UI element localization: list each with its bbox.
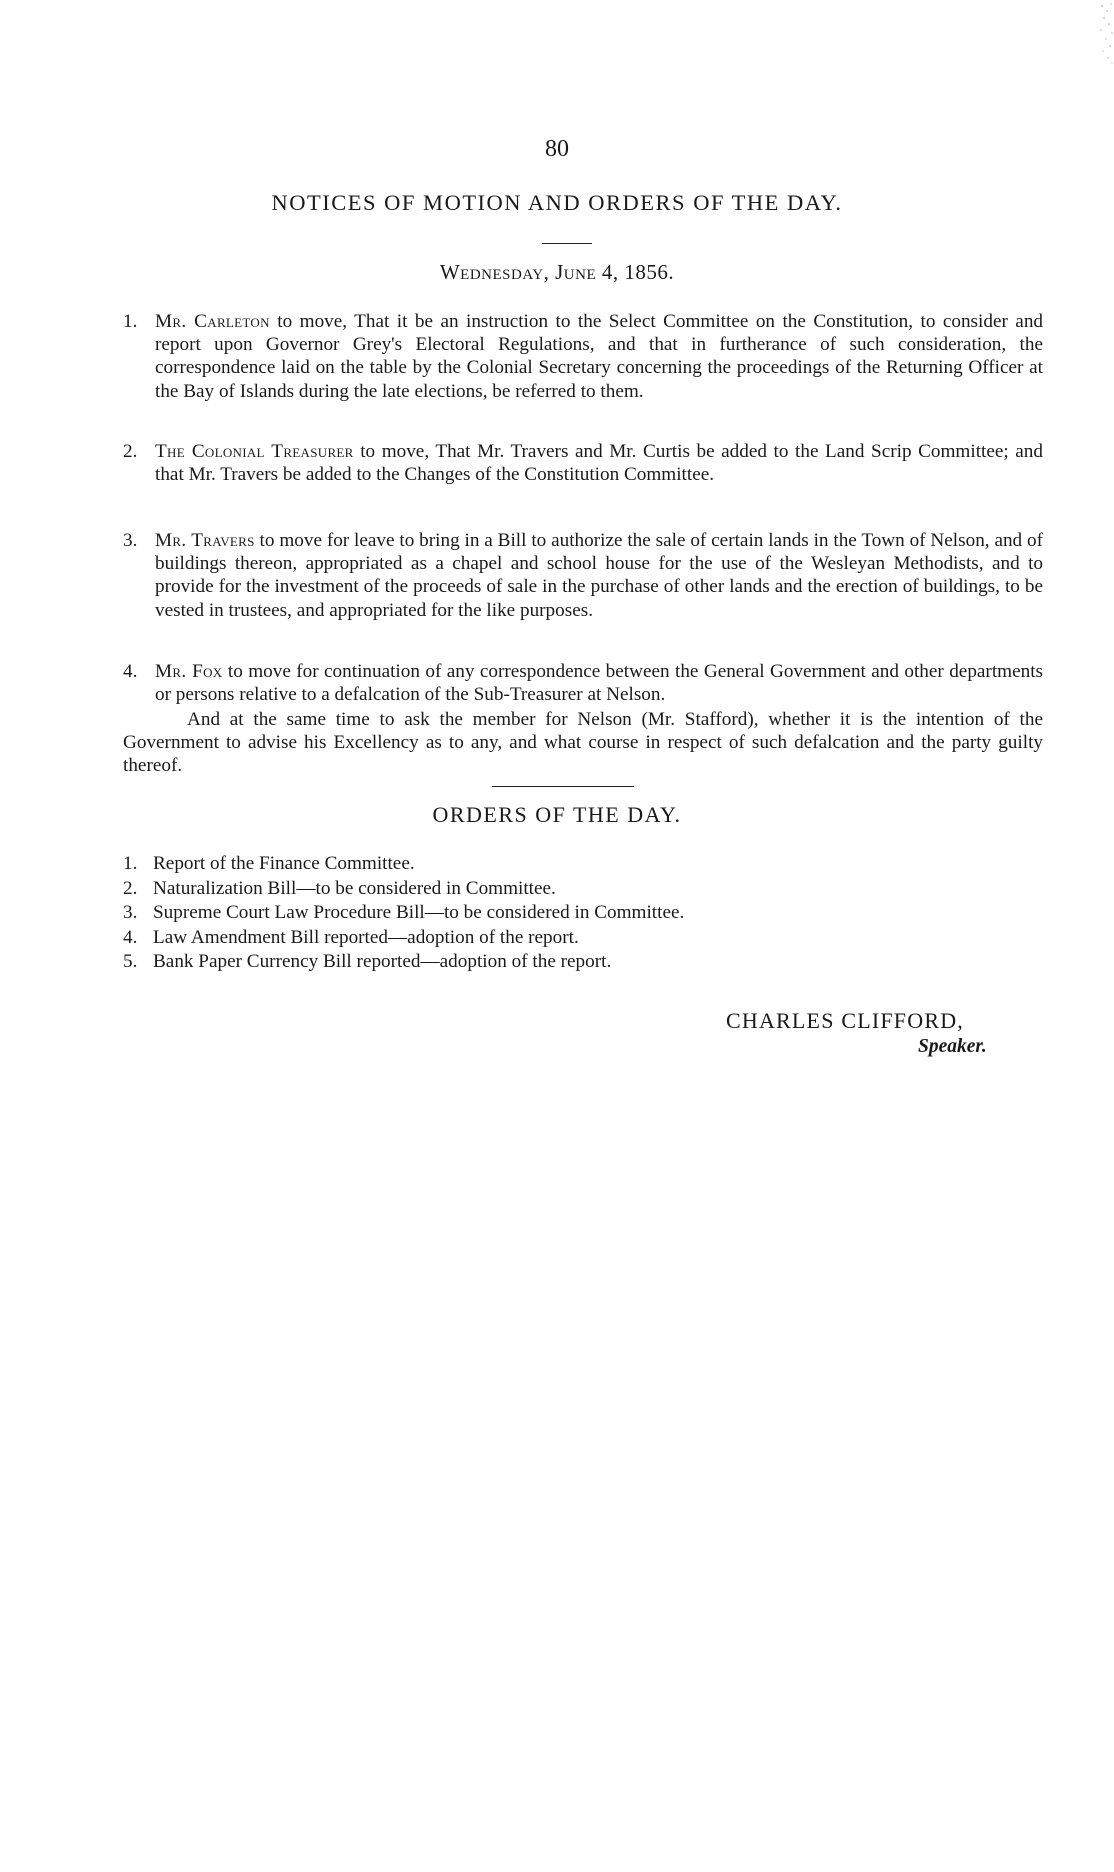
section-divider [492, 786, 634, 787]
order-item [123, 950, 1023, 975]
order-item [123, 852, 1023, 877]
notice-body: to move, That it be an instruction to the Select Committee on the Constitution, to consider and report upon Governor Grey's Electoral Regulations, and that in furtherance of such consideration, the correspondence laid on the table by the Colonial Secretary concerning the proceedings of the Returning Officer at the Bay of Islands during the late elections, be referred to them. [155, 311, 1044, 402]
notice-question: And at the same time to ask the member for Nelson (Mr. Stafford), whether it is the intention of the Government to advise his Excellency as to any, and what course in respect of such defalcation and the party guilty thereof. [123, 709, 1043, 777]
notice-body: to move for leave to bring in a Bill to authorize the sale of certain lands in the Town of Nelson, and of buildings thereon, appropriated as a chapel and school house for the use of the Wesleyan Methodists, and to provide for the investment of the proceeds of sale in the purchase of other lands and the erection of buildings, to be vested in trustees, and appropriated for the like purposes. [155, 530, 1043, 621]
notice-mover: Mr. Carleton [155, 311, 270, 332]
order-number: 1. [123, 853, 138, 874]
notice-mover: The Colonial Treasurer [155, 441, 354, 462]
notice-number: 1. [123, 311, 138, 332]
notice-text [155, 310, 1043, 403]
order-item [123, 877, 1023, 902]
page-number: 80 [545, 136, 569, 162]
sitting-date: Wednesday, June 4, 1856. [439, 260, 675, 284]
order-number: 4. [123, 926, 138, 948]
order-number: 3. [123, 902, 138, 923]
title-divider [542, 243, 592, 244]
notice-item [123, 529, 1043, 622]
notice-item [123, 310, 1043, 403]
order-item [123, 901, 1023, 926]
notice-body: to move for continuation of any correspondence between the General Government and other departments or persons relative to a defalcation of the Sub-Treasurer at Nelson. [155, 661, 1043, 706]
notice-number: 4. [123, 661, 138, 682]
notice-mover: Mr. Travers [155, 530, 255, 551]
orders-title: ORDERS OF THE DAY. [432, 802, 682, 827]
notice-item [123, 660, 1043, 706]
page-edge-speckle [1098, 0, 1114, 70]
notice-text [155, 440, 1043, 486]
order-number: 5. [123, 951, 138, 972]
signatory-name: CHARLES CLIFFORD, [726, 1008, 964, 1033]
order-text: Supreme Court Law Procedure Bill—to be considered in Committee. [153, 902, 685, 923]
orders-of-the-day [123, 852, 1023, 975]
notice-mover: Mr. Fox [155, 661, 223, 682]
signatory-title: Speaker. [918, 1036, 987, 1057]
order-text: Report of the Finance Committee. [153, 853, 415, 874]
notice-text [155, 529, 1043, 622]
order-item [123, 926, 1023, 951]
notice-item [123, 440, 1043, 486]
notice-number: 3. [123, 530, 138, 551]
notice-text [155, 660, 1043, 706]
notice-body: to move, That Mr. Travers and Mr. Curtis be added to the Land Scrip Committee; and that Mr. Travers be added to the Changes of the Constitution Committee. [155, 441, 1043, 486]
order-text: Bank Paper Currency Bill reported—adoption of the report. [153, 951, 612, 972]
order-text: Law Amendment Bill reported—adoption of the report. [153, 926, 579, 948]
notice-number: 2. [123, 441, 138, 462]
order-number: 2. [123, 877, 138, 899]
order-text: Naturalization Bill—to be considered in Committee. [153, 877, 556, 899]
page-title: NOTICES OF MOTION AND ORDERS OF THE DAY. [271, 190, 843, 215]
